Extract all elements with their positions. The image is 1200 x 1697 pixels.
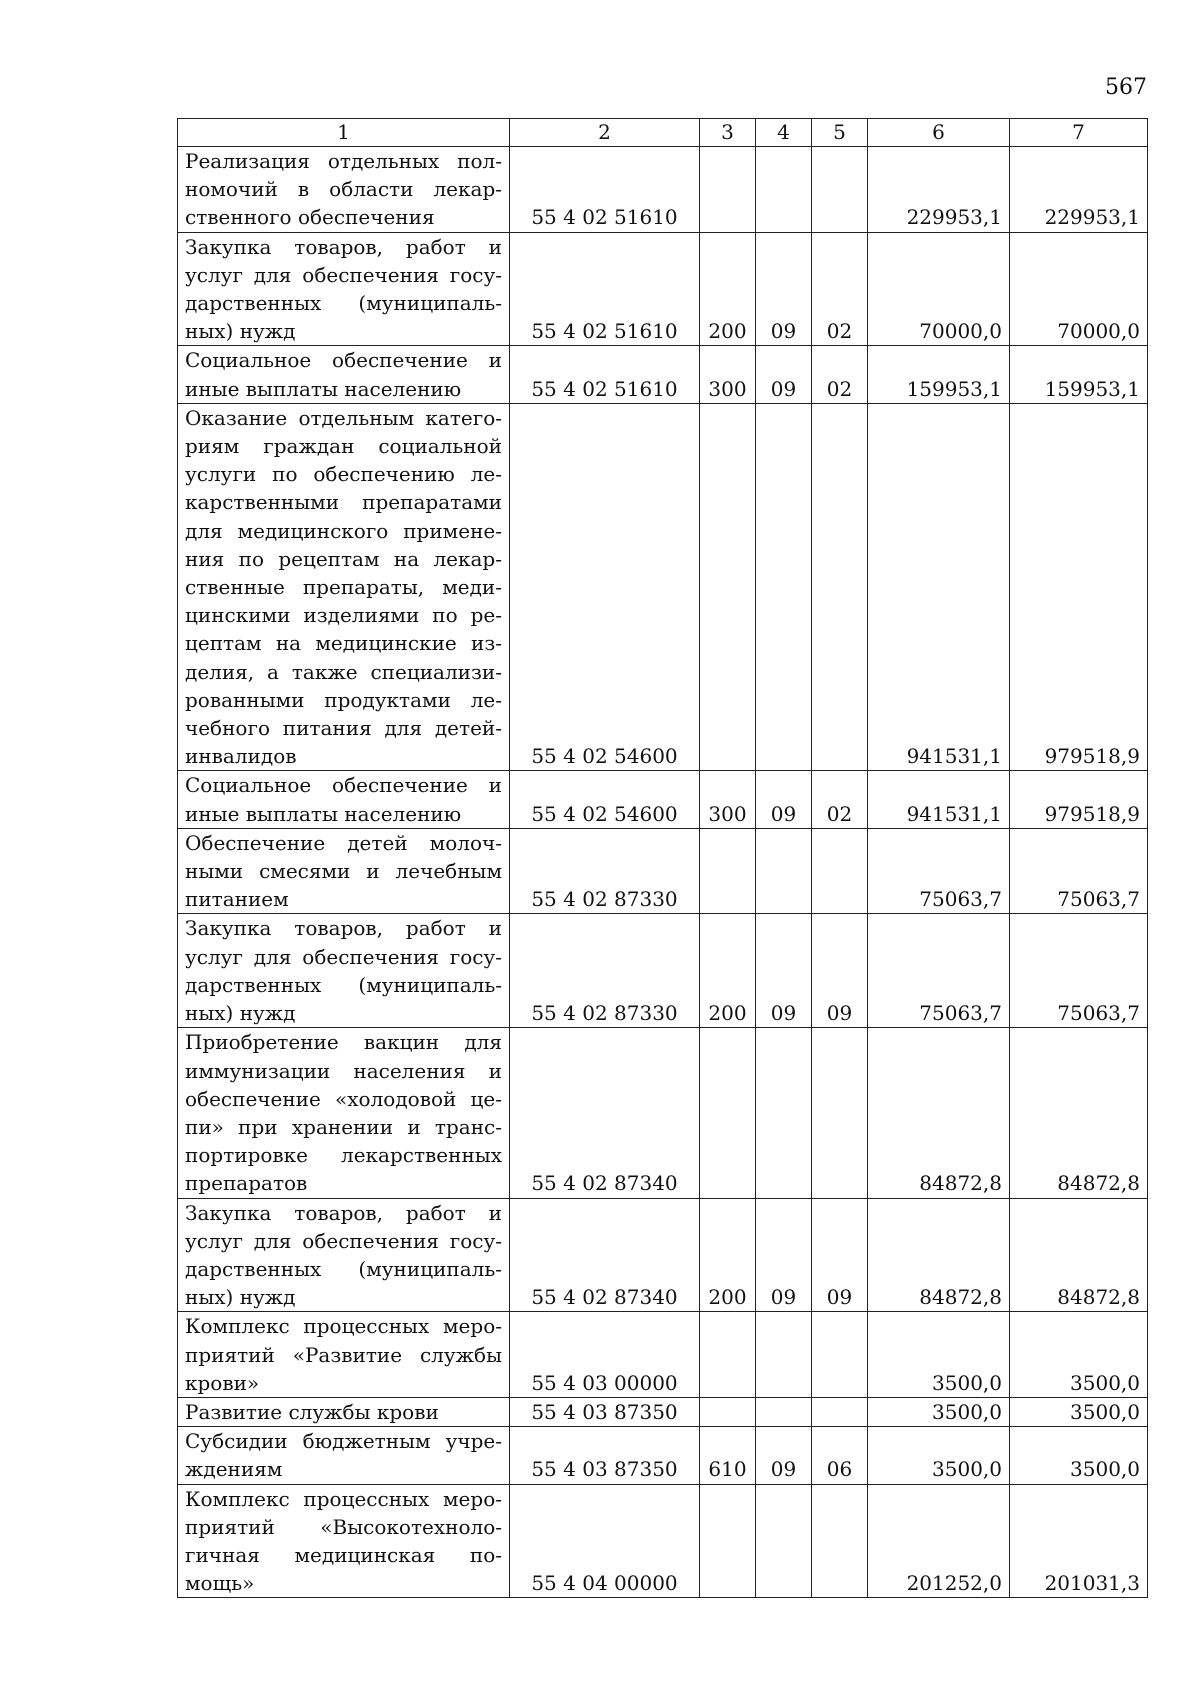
page-number: 567 — [1105, 75, 1147, 100]
col4-cell — [756, 403, 812, 771]
table-body — [178, 147, 1148, 1598]
item-name-cell — [178, 1427, 510, 1484]
table-row — [178, 1484, 1148, 1598]
item-name-line: ния по рецептам на лекар- — [185, 546, 502, 571]
item-name-cell — [178, 1028, 510, 1198]
amount-col6-cell: 941531,1 — [868, 403, 1010, 771]
amount-col7-cell: 3500,0 — [1010, 1427, 1148, 1484]
header-cell: 1 — [178, 119, 510, 147]
amount-col6-cell: 3500,0 — [868, 1312, 1010, 1398]
amount-col6-cell: 201252,0 — [868, 1484, 1010, 1598]
col5-cell: 02 — [812, 346, 868, 403]
item-name-line: ных) нужд — [185, 1285, 296, 1310]
col4-cell — [756, 828, 812, 914]
col4-cell: 09 — [756, 914, 812, 1028]
item-name-line: чебного питания для детей- — [185, 716, 502, 741]
item-name-line: Приобретение вакцин для — [185, 1030, 502, 1055]
amount-col6-cell: 70000,0 — [868, 232, 1010, 346]
item-name-cell — [178, 1397, 510, 1426]
code-cell: 55 4 02 87340 — [510, 1028, 700, 1198]
code-cell: 55 4 04 00000 — [510, 1484, 700, 1598]
item-name-line: иные выплаты населению — [185, 376, 462, 401]
col3-cell — [700, 1484, 756, 1598]
code-cell: 55 4 02 87340 — [510, 1198, 700, 1312]
item-name-cell — [178, 1312, 510, 1398]
item-name-line: ных) нужд — [185, 1001, 296, 1026]
item-name-line: обеспечение «холодовой це- — [185, 1086, 502, 1111]
col5-cell: 06 — [812, 1427, 868, 1484]
item-name-line: ждениям — [185, 1457, 283, 1482]
item-name-line: мощь» — [185, 1571, 255, 1596]
col3-cell — [700, 1028, 756, 1198]
code-cell: 55 4 02 54600 — [510, 403, 700, 771]
item-name-line: гичная медицинская по- — [185, 1542, 502, 1567]
item-name-cell — [178, 771, 510, 828]
item-name-line: приятий «Развитие службы — [185, 1342, 502, 1367]
amount-col7-cell: 159953,1 — [1010, 346, 1148, 403]
col5-cell — [812, 147, 868, 233]
amount-col6-cell: 3500,0 — [868, 1397, 1010, 1426]
col3-cell — [700, 403, 756, 771]
amount-col6-cell: 159953,1 — [868, 346, 1010, 403]
amount-col6-cell: 941531,1 — [868, 771, 1010, 828]
item-name-line: ственные препараты, меди- — [185, 575, 502, 600]
code-cell: 55 4 02 51610 — [510, 232, 700, 346]
col5-cell — [812, 1484, 868, 1598]
amount-col7-cell: 3500,0 — [1010, 1397, 1148, 1426]
col4-cell — [756, 1028, 812, 1198]
item-name-line: Субсидии бюджетным учре- — [185, 1429, 502, 1454]
col4-cell — [756, 1484, 812, 1598]
item-name-line: услуг для обеспечения госу- — [185, 262, 502, 287]
item-name-line: услуг для обеспечения госу- — [185, 944, 502, 969]
code-cell: 55 4 03 87350 — [510, 1397, 700, 1426]
col3-cell — [700, 828, 756, 914]
amount-col7-cell: 70000,0 — [1010, 232, 1148, 346]
table-row — [178, 147, 1148, 233]
table-row — [178, 1198, 1148, 1312]
amount-col7-cell: 229953,1 — [1010, 147, 1148, 233]
item-name-cell — [178, 828, 510, 914]
amount-col6-cell: 75063,7 — [868, 828, 1010, 914]
item-name-line: крови» — [185, 1370, 260, 1395]
table-row — [178, 771, 1148, 828]
budget-table — [177, 118, 1148, 1598]
header-cell: 4 — [756, 119, 812, 147]
col5-cell: 02 — [812, 771, 868, 828]
col4-cell: 09 — [756, 1198, 812, 1312]
item-name-line: приятий «Высокотехноло- — [185, 1514, 502, 1539]
item-name-line: ственного обеспечения — [185, 205, 435, 230]
item-name-line: Социальное обеспечение и — [185, 348, 502, 373]
code-cell: 55 4 02 51610 — [510, 147, 700, 233]
item-name-cell — [178, 1198, 510, 1312]
item-name-line: ных) нужд — [185, 319, 296, 344]
amount-col7-cell: 201031,3 — [1010, 1484, 1148, 1598]
code-cell: 55 4 03 87350 — [510, 1427, 700, 1484]
col3-cell: 200 — [700, 1198, 756, 1312]
col5-cell — [812, 1028, 868, 1198]
table-row — [178, 828, 1148, 914]
table-row — [178, 232, 1148, 346]
header-cell: 7 — [1010, 119, 1148, 147]
col3-cell — [700, 1397, 756, 1426]
col3-cell — [700, 1312, 756, 1398]
table-row — [178, 403, 1148, 771]
col4-cell: 09 — [756, 1427, 812, 1484]
item-name-line: Реализация отдельных пол- — [185, 149, 502, 173]
header-cell: 5 — [812, 119, 868, 147]
item-name-line: Комплекс процессных меро- — [185, 1486, 502, 1511]
item-name-line: Закупка товаров, работ и — [185, 1200, 502, 1225]
col4-cell: 09 — [756, 232, 812, 346]
code-cell: 55 4 03 00000 — [510, 1312, 700, 1398]
item-name-line: цинскими изделиями по ре- — [185, 603, 502, 628]
col4-cell: 09 — [756, 346, 812, 403]
item-name-cell — [178, 403, 510, 771]
col4-cell — [756, 1312, 812, 1398]
table-row — [178, 1028, 1148, 1198]
amount-col7-cell: 75063,7 — [1010, 828, 1148, 914]
col3-cell: 200 — [700, 914, 756, 1028]
item-name-line: услуги по обеспечению ле- — [185, 462, 502, 487]
item-name-line: делия, а также специализи- — [185, 659, 502, 684]
amount-col6-cell: 3500,0 — [868, 1427, 1010, 1484]
col4-cell: 09 — [756, 771, 812, 828]
amount-col6-cell: 84872,8 — [868, 1028, 1010, 1198]
item-name-line: Оказание отдельным катего- — [185, 405, 502, 430]
header-cell: 3 — [700, 119, 756, 147]
code-cell: 55 4 02 54600 — [510, 771, 700, 828]
item-name-cell — [178, 346, 510, 403]
col5-cell — [812, 1312, 868, 1398]
col4-cell — [756, 147, 812, 233]
col3-cell: 300 — [700, 771, 756, 828]
table-row — [178, 914, 1148, 1028]
table-row — [178, 1427, 1148, 1484]
item-name-line: портировке лекарственных — [185, 1143, 502, 1168]
item-name-line: ными смесями и лечебным — [185, 859, 502, 884]
item-name-line: риям граждан социальной — [185, 434, 502, 459]
table-row — [178, 346, 1148, 403]
col5-cell — [812, 403, 868, 771]
amount-col7-cell: 979518,9 — [1010, 403, 1148, 771]
col3-cell: 300 — [700, 346, 756, 403]
item-name-line: услуг для обеспечения госу- — [185, 1228, 502, 1253]
item-name-line: препаратов — [185, 1171, 308, 1196]
item-name-line: пи» при хранении и транс- — [185, 1114, 502, 1139]
header-cell: 6 — [868, 119, 1010, 147]
amount-col6-cell: 229953,1 — [868, 147, 1010, 233]
item-name-line: инвалидов — [185, 744, 297, 769]
item-name-line: для медицинского примене- — [185, 518, 502, 543]
item-name-line: дарственных (муниципаль- — [185, 291, 502, 316]
item-name-line: рованными продуктами ле- — [185, 687, 502, 712]
amount-col7-cell: 84872,8 — [1010, 1028, 1148, 1198]
code-cell: 55 4 02 87330 — [510, 828, 700, 914]
col3-cell: 200 — [700, 232, 756, 346]
item-name-cell — [178, 232, 510, 346]
item-name-line: цептам на медицинские из- — [185, 631, 502, 656]
col5-cell: 09 — [812, 914, 868, 1028]
item-name-line: дарственных (муниципаль- — [185, 1256, 502, 1281]
amount-col7-cell: 3500,0 — [1010, 1312, 1148, 1398]
amount-col6-cell: 75063,7 — [868, 914, 1010, 1028]
col5-cell — [812, 1397, 868, 1426]
item-name-line: Развитие службы крови — [185, 1399, 439, 1424]
item-name-line: Обеспечение детей молоч- — [185, 830, 502, 855]
header-row — [178, 119, 1148, 147]
item-name-line: карственными препаратами — [185, 490, 502, 515]
item-name-line: Закупка товаров, работ и — [185, 916, 502, 941]
code-cell: 55 4 02 87330 — [510, 914, 700, 1028]
table-row — [178, 1312, 1148, 1398]
item-name-line: Закупка товаров, работ и — [185, 234, 502, 259]
col5-cell — [812, 828, 868, 914]
item-name-cell — [178, 147, 510, 233]
item-name-cell — [178, 1484, 510, 1598]
header-cell: 2 — [510, 119, 700, 147]
amount-col7-cell: 979518,9 — [1010, 771, 1148, 828]
item-name-line: Социальное обеспечение и — [185, 773, 502, 798]
item-name-line: иные выплаты населению — [185, 801, 462, 826]
item-name-line: номочий в области лекар- — [185, 177, 502, 202]
col5-cell: 02 — [812, 232, 868, 346]
item-name-line: питанием — [185, 887, 289, 912]
amount-col7-cell: 75063,7 — [1010, 914, 1148, 1028]
col3-cell: 610 — [700, 1427, 756, 1484]
item-name-line: иммунизации населения и — [185, 1058, 502, 1083]
col4-cell — [756, 1397, 812, 1426]
code-cell: 55 4 02 51610 — [510, 346, 700, 403]
col5-cell: 09 — [812, 1198, 868, 1312]
table-row — [178, 1397, 1148, 1426]
amount-col6-cell: 84872,8 — [868, 1198, 1010, 1312]
item-name-line: Комплекс процессных меро- — [185, 1314, 502, 1339]
amount-col7-cell: 84872,8 — [1010, 1198, 1148, 1312]
col3-cell — [700, 147, 756, 233]
item-name-line: дарственных (муниципаль- — [185, 972, 502, 997]
item-name-cell — [178, 914, 510, 1028]
